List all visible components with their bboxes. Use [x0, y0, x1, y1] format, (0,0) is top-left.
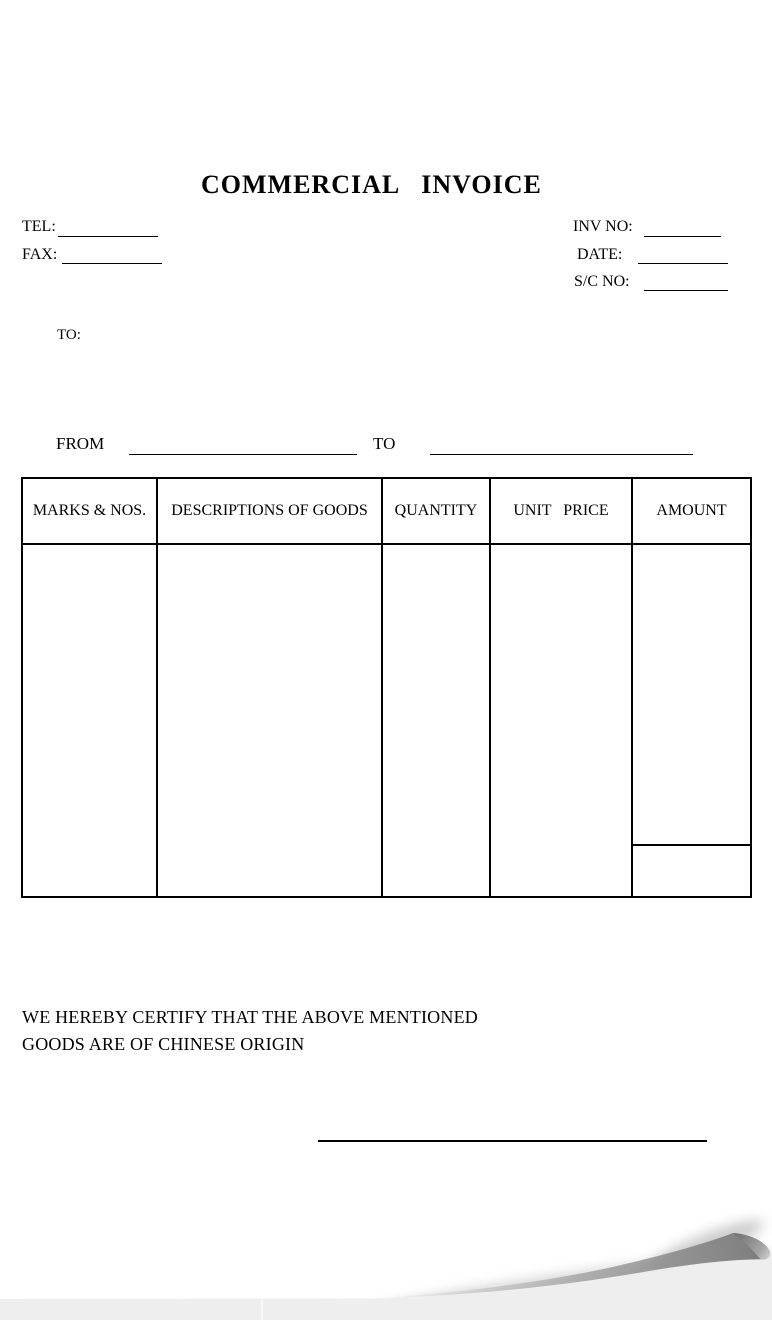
tel-label: TEL: — [22, 218, 56, 235]
shipment-to-label: TO — [373, 434, 396, 453]
inv-no-label: INV NO: — [573, 218, 633, 235]
date-blank-line — [638, 263, 728, 264]
inv-no-blank-line — [644, 236, 721, 237]
page-curl-graphic — [0, 1180, 772, 1320]
certification-line-1: WE HEREBY CERTIFY THAT THE ABOVE MENTIONED — [22, 1007, 478, 1027]
amount-total-divider — [633, 844, 750, 846]
table-header-descriptions: DESCRIPTIONS OF GOODS — [171, 502, 368, 519]
tel-blank-line — [58, 236, 158, 237]
certification-line-2: GOODS ARE OF CHINESE ORIGIN — [22, 1034, 305, 1054]
fax-label: FAX: — [22, 246, 58, 263]
page-title: COMMERCIAL INVOICE — [201, 170, 542, 199]
table-header-marks: MARKS & NOS. — [32, 502, 147, 519]
shipment-from-label: FROM — [56, 434, 105, 453]
signature-line — [318, 1140, 707, 1142]
table-header-amount: AMOUNT — [656, 502, 727, 519]
sc-no-blank-line — [644, 290, 728, 291]
shipment-from-blank-line — [129, 454, 357, 455]
table-header-quantity: QUANTITY — [394, 502, 478, 519]
table-header-unit-price: UNIT PRICE — [513, 502, 609, 519]
date-label: DATE: — [577, 246, 623, 263]
table-header-divider — [23, 543, 750, 545]
fax-blank-line — [62, 263, 162, 264]
shipment-to-blank-line — [430, 454, 693, 455]
consignee-to-label: TO: — [57, 327, 81, 343]
sc-no-label: S/C NO: — [574, 273, 630, 290]
footer-strip-divider — [261, 1299, 263, 1320]
items-table — [21, 477, 752, 898]
